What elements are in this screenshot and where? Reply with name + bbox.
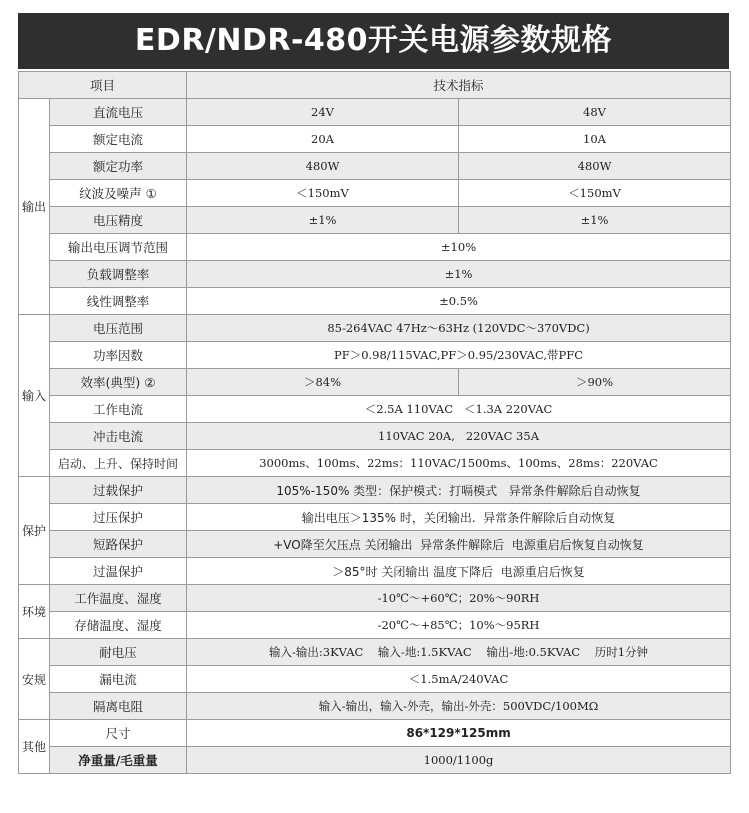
row-label: 过载保护 — [50, 477, 187, 504]
value-48v: 480W — [459, 153, 731, 180]
row-value: -10℃～+60℃；20%～90RH — [187, 585, 731, 612]
table-row — [19, 747, 731, 774]
spec-table — [18, 71, 731, 774]
row-value: +VO降至欠压点 关闭输出 异常条件解除后 电源重启后恢复自动恢复 — [187, 531, 731, 558]
row-value: 输出电压＞135% 时，关闭输出. 异常条件解除后自动恢复 — [187, 504, 731, 531]
table-row — [19, 207, 731, 234]
row-value: ＜1.5mA/240VAC — [187, 666, 731, 693]
row-label: 功率因数 — [50, 342, 187, 369]
value-24v: ＞84% — [187, 369, 459, 396]
row-label: 隔离电阻 — [50, 693, 187, 720]
row-label: 短路保护 — [50, 531, 187, 558]
table-row — [19, 693, 731, 720]
value-48v: ＞90% — [459, 369, 731, 396]
table-row — [19, 369, 731, 396]
row-value: -20℃～+85℃；10%～95RH — [187, 612, 731, 639]
row-label: 额定电流 — [50, 126, 187, 153]
category-safety: 安规 — [19, 639, 50, 720]
row-label: 过压保护 — [50, 504, 187, 531]
value-48v: 10A — [459, 126, 731, 153]
category-other: 其他 — [19, 720, 50, 774]
value-24v: 20A — [187, 126, 459, 153]
value-24v: 24V — [187, 99, 459, 126]
table-row — [19, 234, 731, 261]
row-value: ＞85°时 关闭输出 温度下降后 电源重启后恢复 — [187, 558, 731, 585]
table-row — [19, 99, 731, 126]
row-value: 输入-输出:3KVAC 输入-地:1.5KVAC 输出-地:0.5KVAC 历时1分钟 — [187, 639, 731, 666]
table-row — [19, 153, 731, 180]
row-label: 负载调整率 — [50, 261, 187, 288]
table-row — [19, 396, 731, 423]
value-24v: ±1% — [187, 207, 459, 234]
value-48v: ±1% — [459, 207, 731, 234]
row-value: ±10% — [187, 234, 731, 261]
row-label: 电压范围 — [50, 315, 187, 342]
table-row — [19, 639, 731, 666]
row-label: 存储温度、湿度 — [50, 612, 187, 639]
row-label: 冲击电流 — [50, 423, 187, 450]
table-row — [19, 504, 731, 531]
table-row — [19, 126, 731, 153]
row-value: 1000/1100g — [187, 747, 731, 774]
row-value: ＜2.5A 110VAC ＜1.3A 220VAC — [187, 396, 731, 423]
row-label: 启动、上升、保持时间 — [50, 450, 187, 477]
category-output: 输出 — [19, 99, 50, 315]
table-row — [19, 531, 731, 558]
row-value: 105%-150% 类型：保护模式：打嗝模式 异常条件解除后自动恢复 — [187, 477, 731, 504]
category-environment: 环境 — [19, 585, 50, 639]
table-row — [19, 288, 731, 315]
table-row — [19, 423, 731, 450]
row-value: PF＞0.98/115VAC,PF＞0.95/230VAC,带PFC — [187, 342, 731, 369]
row-label: 过温保护 — [50, 558, 187, 585]
table-row — [19, 666, 731, 693]
row-value: 输入-输出，输入-外壳，输出-外壳：500VDC/100MΩ — [187, 693, 731, 720]
row-value: ±0.5% — [187, 288, 731, 315]
table-row — [19, 558, 731, 585]
value-48v: ＜150mV — [459, 180, 731, 207]
table-row — [19, 180, 731, 207]
row-label: 线性调整率 — [50, 288, 187, 315]
row-value: 110VAC 20A, 220VAC 35A — [187, 423, 731, 450]
table-row — [19, 720, 731, 747]
value-24v: ＜150mV — [187, 180, 459, 207]
header-spec: 技术指标 — [187, 72, 731, 99]
header-item: 项目 — [19, 72, 187, 99]
value-24v: 480W — [187, 153, 459, 180]
row-label: 净重量/毛重量 — [50, 747, 187, 774]
row-value: 85-264VAC 47Hz～63Hz (120VDC～370VDC) — [187, 315, 731, 342]
row-label: 耐电压 — [50, 639, 187, 666]
table-row — [19, 450, 731, 477]
table-row — [19, 477, 731, 504]
row-label: 直流电压 — [50, 99, 187, 126]
row-label: 尺寸 — [50, 720, 187, 747]
table-row — [19, 315, 731, 342]
row-label: 电压精度 — [50, 207, 187, 234]
table-row — [19, 342, 731, 369]
row-label: 漏电流 — [50, 666, 187, 693]
row-label: 纹波及噪声 ① — [50, 180, 187, 207]
row-label: 工作温度、湿度 — [50, 585, 187, 612]
row-label: 工作电流 — [50, 396, 187, 423]
page-title: EDR/NDR-480开关电源参数规格 — [18, 13, 729, 69]
row-label: 额定功率 — [50, 153, 187, 180]
row-value: ±1% — [187, 261, 731, 288]
row-label: 输出电压调节范围 — [50, 234, 187, 261]
row-value: 86*129*125mm — [187, 720, 731, 747]
category-input: 输入 — [19, 315, 50, 477]
row-value: 3000ms、100ms、22ms：110VAC/1500ms、100ms、28ms：220VAC — [187, 450, 731, 477]
table-row — [19, 585, 731, 612]
value-48v: 48V — [459, 99, 731, 126]
row-label: 效率(典型) ② — [50, 369, 187, 396]
table-row — [19, 261, 731, 288]
table-header-row — [19, 72, 731, 99]
table-row — [19, 612, 731, 639]
category-protection: 保护 — [19, 477, 50, 585]
